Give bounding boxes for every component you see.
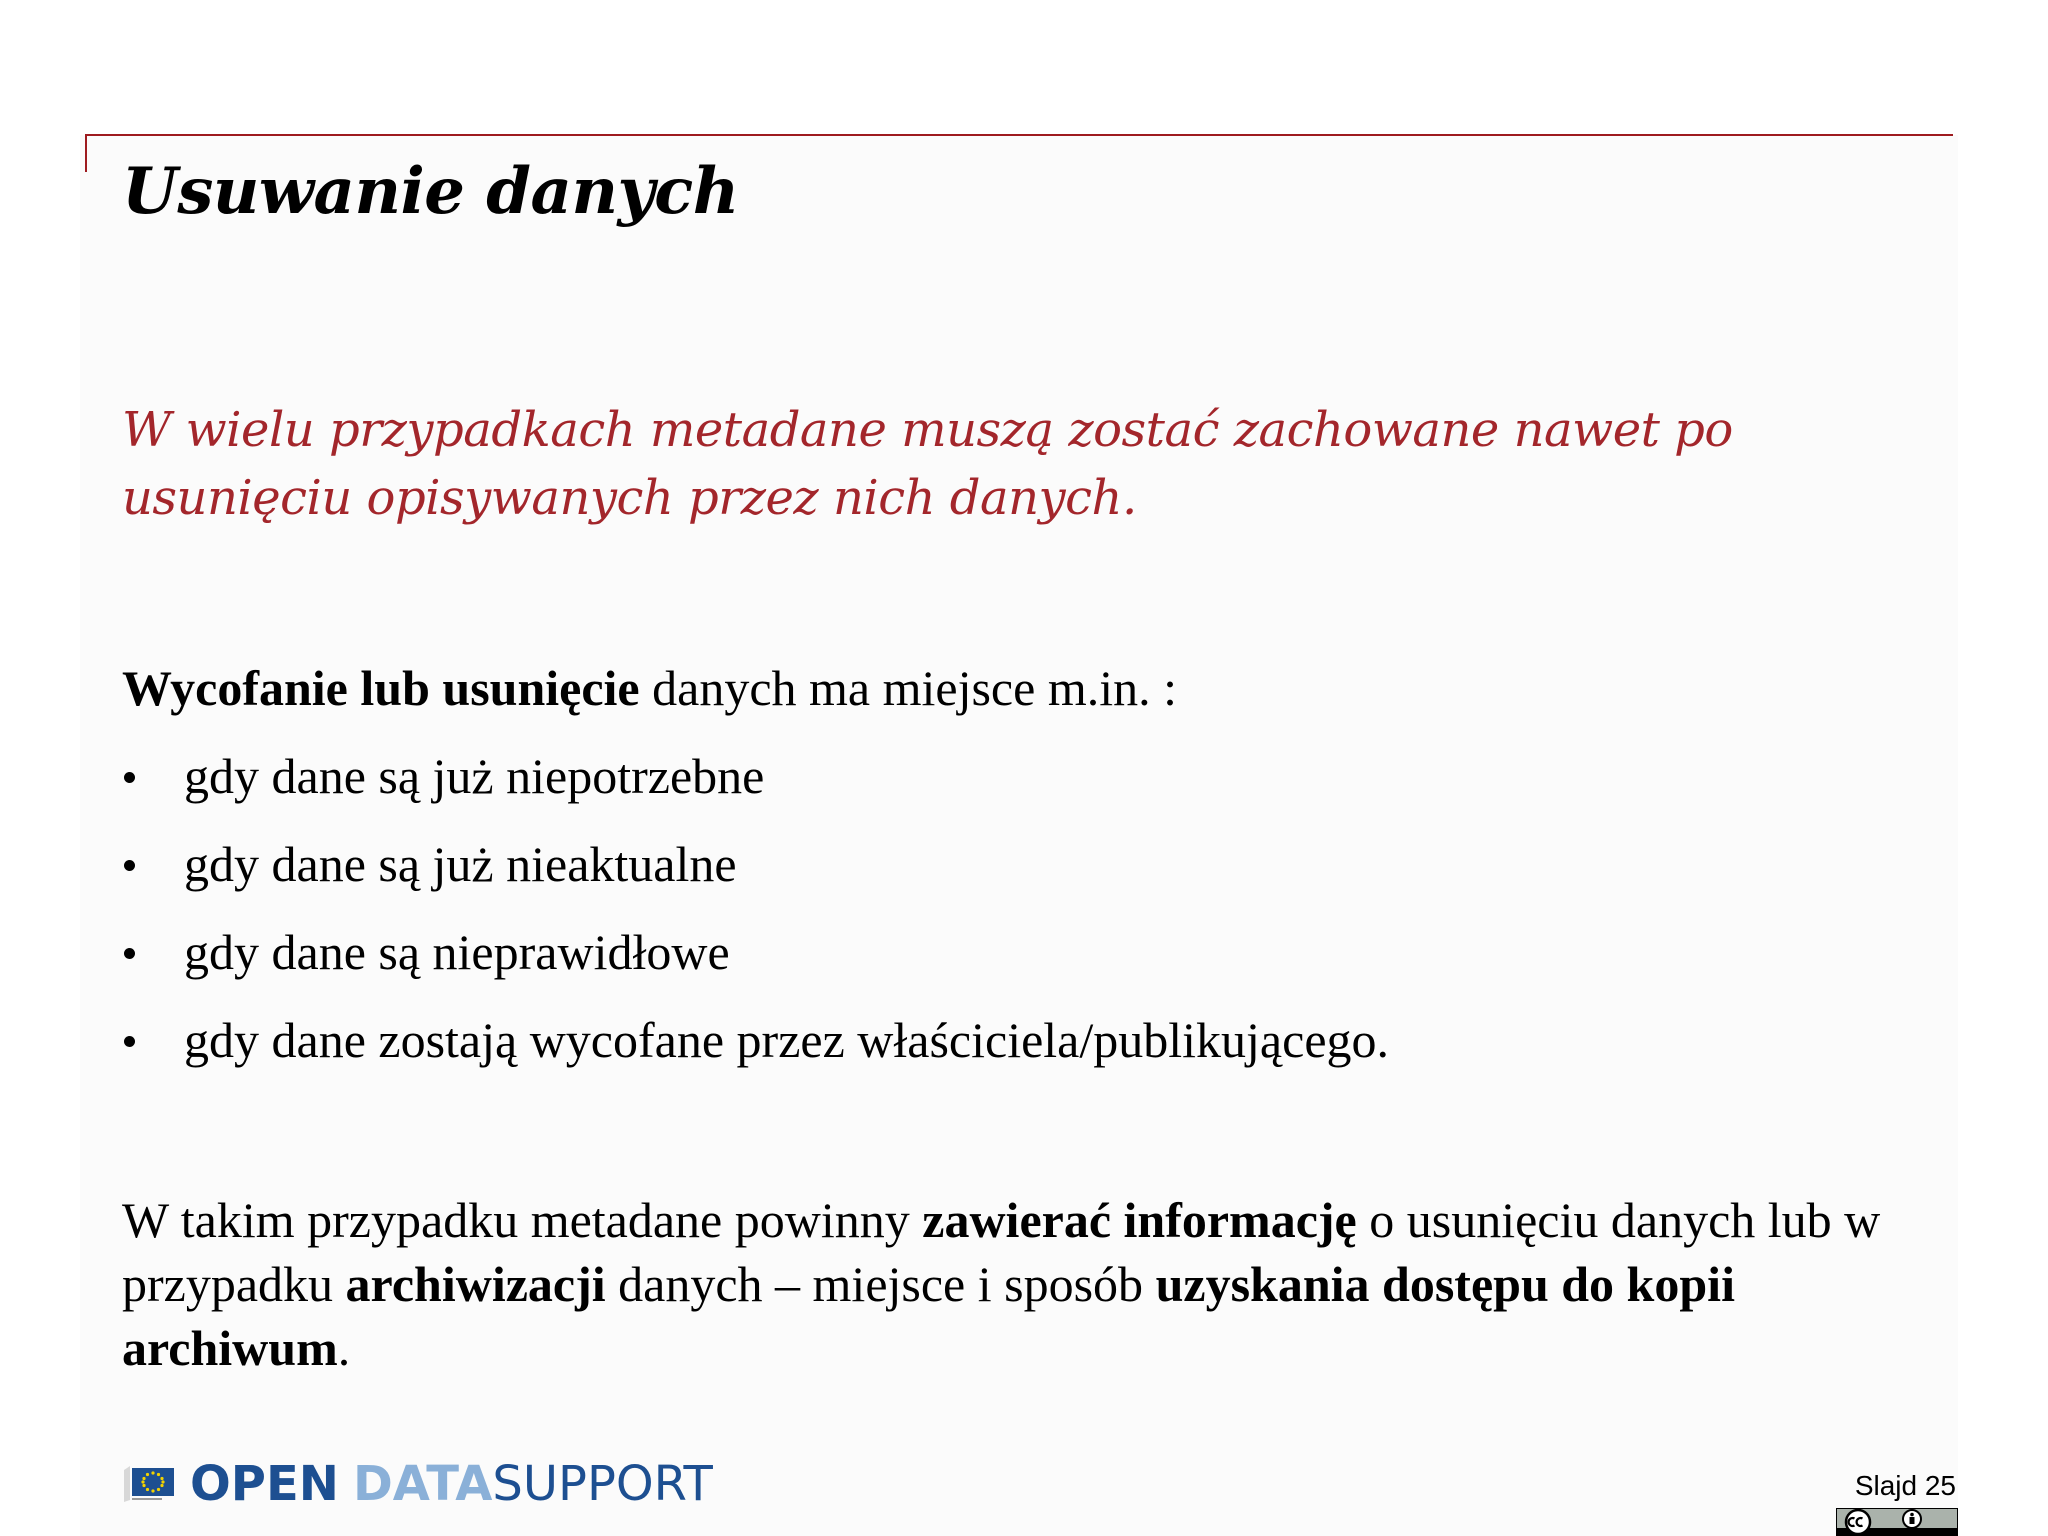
slide-title: Usuwanie danych bbox=[122, 154, 739, 229]
closing-text-2: o usunięciu danych lub w przypadku bbox=[122, 1192, 1881, 1312]
bullet-icon bbox=[124, 948, 135, 959]
list-item-text: gdy dane są nieprawidłowe bbox=[184, 924, 730, 980]
closing-bold-3: uzyskania dostępu do kopii archiwum bbox=[122, 1256, 1735, 1376]
intro-line bbox=[122, 656, 1177, 720]
logo-open-word: OPEN bbox=[190, 1456, 339, 1512]
eu-flag-icon bbox=[122, 1464, 178, 1504]
list-item-text: gdy dane zostają wycofane przez właściciela/publikującego. bbox=[184, 1012, 1390, 1068]
lead-statement: W wielu przypadkach metadane muszą zostać zachowane nawet po usunięciu opisywanych przez nich danych. bbox=[122, 402, 1733, 526]
closing-text-3: danych – miejsce i sposób bbox=[605, 1256, 1156, 1312]
title-rule bbox=[85, 134, 1953, 136]
cc-by-icon bbox=[1836, 1508, 1958, 1536]
logo-support-word: SUPPORT bbox=[492, 1456, 713, 1512]
closing-text-1: W takim przypadku metadane powinny bbox=[122, 1192, 923, 1248]
closing-text-4: . bbox=[337, 1320, 351, 1376]
bullet-list bbox=[122, 744, 1389, 1096]
closing-bold-2: archiwizacji bbox=[345, 1256, 606, 1312]
list-item-text: gdy dane są już nieaktualne bbox=[184, 836, 737, 892]
open-data-support-logo bbox=[122, 1456, 713, 1512]
bullet-icon bbox=[124, 860, 135, 871]
slide-number: Slajd 25 bbox=[1854, 1470, 1956, 1501]
bullet-icon bbox=[124, 772, 135, 783]
title-rule-tick bbox=[85, 134, 87, 172]
list-item bbox=[122, 920, 1389, 1008]
intro-rest: danych ma miejsce m.in. : bbox=[639, 660, 1177, 716]
closing-paragraph bbox=[122, 1188, 1952, 1380]
list-item bbox=[122, 832, 1389, 920]
intro-bold: Wycofanie lub usunięcie bbox=[122, 660, 640, 716]
list-item bbox=[122, 1008, 1389, 1096]
list-item-text: gdy dane są już niepotrzebne bbox=[184, 748, 765, 804]
logo-data-word: DATA bbox=[352, 1456, 493, 1512]
list-item bbox=[122, 744, 1389, 832]
closing-bold-1: zawierać informację bbox=[922, 1192, 1357, 1248]
bullet-icon bbox=[124, 1036, 135, 1047]
